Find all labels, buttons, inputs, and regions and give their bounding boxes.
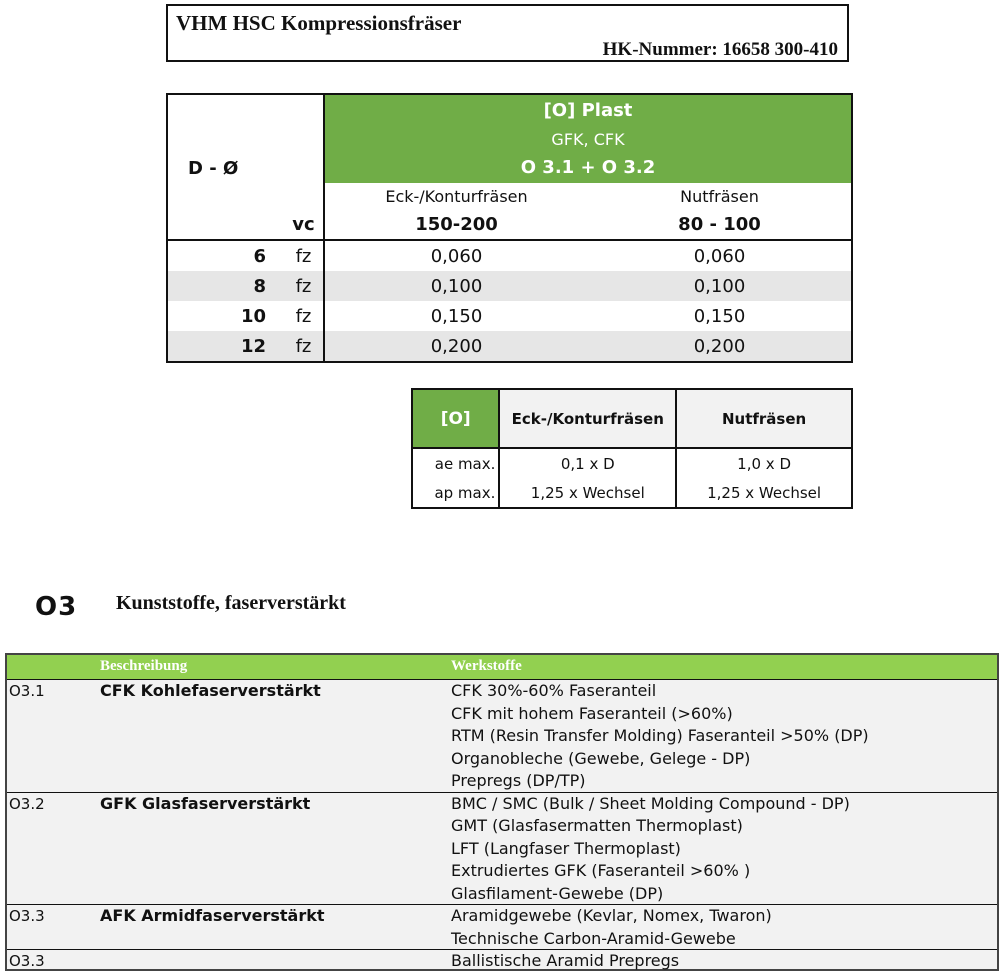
section-number: O3	[35, 592, 78, 622]
table-row	[167, 240, 852, 271]
fz-contour: 0,060	[430, 245, 483, 267]
table-row	[412, 448, 852, 478]
material-header	[324, 94, 852, 183]
diameter-value: 8	[167, 271, 284, 301]
material-code: O3.3	[9, 952, 45, 970]
param-label: fz	[284, 240, 324, 271]
material-name: Glasfilament-Gewebe (DP)	[451, 883, 664, 903]
diameter-header	[167, 94, 324, 183]
list-item	[7, 838, 997, 861]
material-name: GMT (Glasfasermatten Thermoplast)	[451, 816, 743, 835]
list-item	[7, 703, 997, 726]
table-row	[167, 331, 852, 362]
diameter-value: 6	[167, 240, 284, 271]
material-group: [O]	[412, 389, 499, 448]
list-item	[7, 748, 997, 771]
empty-cell	[167, 183, 284, 210]
value-contour: 1,25 x Wechsel	[499, 478, 676, 508]
materials-header-bar	[7, 655, 997, 679]
col-header-description: Beschreibung	[100, 658, 188, 674]
value-slot: 1,25 x Wechsel	[676, 478, 852, 508]
list-item	[7, 793, 997, 816]
cutting-depth-table	[411, 388, 853, 509]
material-name: BMC / SMC (Bulk / Sheet Molding Compound - DP)	[451, 793, 850, 813]
material-name: LFT (Langfaser Thermoplast)	[451, 838, 681, 858]
vc-value-contour: 150-200	[324, 210, 588, 240]
list-item	[7, 725, 997, 748]
materials-table	[5, 653, 999, 971]
header-slot: Nutfräsen	[676, 389, 852, 448]
material-code: O3.3	[9, 907, 45, 925]
material-name: Aramidgewebe (Kevlar, Nomex, Twaron)	[451, 906, 772, 925]
fz-contour: 0,200	[324, 331, 588, 362]
vc-label: vc	[284, 210, 324, 240]
list-item	[7, 928, 997, 951]
material-name: RTM (Resin Transfer Molding) Faseranteil >50% (DP)	[451, 726, 869, 745]
material-code: O3.1	[9, 682, 45, 700]
material-description: GFK Glasfaserverstärkt	[100, 793, 311, 813]
section-title: Kunststoffe, faserverstärkt	[116, 592, 346, 614]
table-row	[167, 271, 852, 301]
row-label: ap max.	[412, 478, 499, 508]
fz-slot: 0,150	[588, 301, 852, 331]
header-contour: Eck-/Konturfräsen	[499, 389, 676, 448]
empty-cell	[284, 183, 324, 210]
material-description: CFK Kohlefaserverstärkt	[100, 681, 321, 700]
empty-cell	[167, 210, 284, 240]
vc-value-slot: 80 - 100	[588, 210, 852, 240]
fz-slot: 0,060	[588, 240, 852, 271]
fz-contour: 0,150	[430, 305, 483, 327]
fz-slot: 0,100	[588, 271, 852, 301]
material-name: Extrudiertes GFK (Faseranteil >60% )	[451, 861, 751, 880]
list-item	[7, 950, 997, 973]
material-description: AFK Armidfaserverstärkt	[100, 906, 325, 925]
col-label-slot: Nutfräsen	[588, 183, 852, 210]
list-item	[7, 905, 997, 928]
fz-slot: 0,200	[588, 331, 852, 362]
list-item	[7, 770, 997, 793]
table-row	[167, 301, 852, 331]
param-label: fz	[284, 271, 324, 301]
material-name: Ballistische Aramid Prepregs	[451, 951, 680, 970]
hk-number: HK-Nummer: 16658 300-410	[602, 39, 838, 60]
value-slot: 1,0 x D	[676, 448, 852, 478]
list-item	[7, 883, 997, 906]
param-label: fz	[284, 301, 324, 331]
param-label: fz	[284, 331, 324, 362]
diameter-value: 12	[167, 331, 284, 362]
list-item	[7, 860, 997, 883]
value-contour: 0,1 x D	[499, 448, 676, 478]
col-label-contour: Eck-/Konturfräsen	[385, 187, 528, 206]
fz-contour: 0,100	[324, 271, 588, 301]
cutting-parameters-table	[166, 93, 853, 363]
table-row	[412, 478, 852, 508]
list-item	[7, 815, 997, 838]
material-name: CFK mit hohem Faseranteil (>60%)	[451, 703, 733, 723]
material-subtitle: GFK, CFK	[551, 129, 625, 149]
document-title: VHM HSC Kompressionsfräser	[176, 11, 462, 35]
material-title: [O] Plast	[543, 99, 633, 121]
material-code: O3.2	[9, 794, 45, 813]
material-name: Organobleche (Gewebe, Gelege - DP)	[451, 748, 751, 768]
row-label: ae max.	[412, 448, 499, 478]
diameter-value: 10	[167, 301, 284, 331]
material-name: CFK 30%-60% Faseranteil	[451, 681, 657, 700]
diameter-label: D - Ø	[188, 158, 239, 179]
list-item	[7, 680, 997, 703]
col-header-materials: Werkstoffe	[451, 658, 522, 674]
material-name: Prepregs (DP/TP)	[451, 771, 586, 790]
material-name: Technische Carbon-Aramid-Gewebe	[451, 928, 736, 948]
title-box	[166, 4, 849, 62]
material-groups: O 3.1 + O 3.2	[520, 156, 656, 178]
